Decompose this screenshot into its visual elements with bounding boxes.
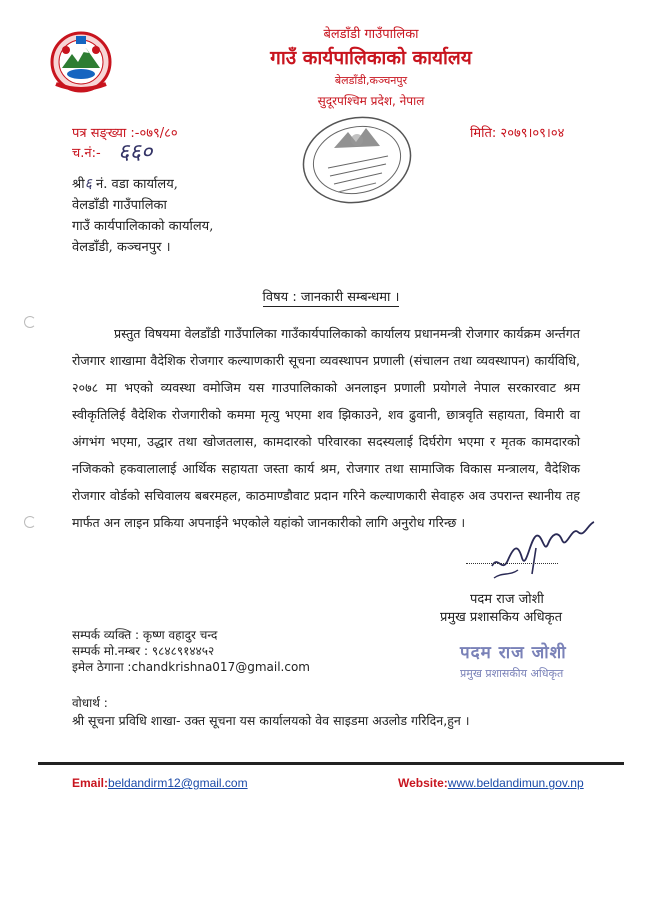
footer-email [72,776,248,790]
footer-website-label: Website: [398,776,448,790]
contact-email-value: chandkrishna017@gmail.com [131,660,310,674]
office-header-address: बेलडाँडी,कञ्चनपुर [334,74,408,87]
punch-hole-mark [24,316,36,328]
office-header-line1: बेलडाँडी गाउँपालिका [323,27,419,42]
contact-details [72,627,310,675]
seal-title: प्रमुख प्रशासकीय अधिकृत [460,667,564,680]
signer-title: प्रमुख प्रशासकिय अधिकृत [440,610,563,625]
footer-website [398,776,584,790]
recipient-line2: वेलडाँडी गाउँपालिका [72,198,167,213]
recipient-honorific: श्री [72,177,85,192]
signer-name: पदम राज जोशी [470,592,544,607]
footer-divider [38,762,624,765]
office-stamp [298,108,416,208]
signature-dotted-line [466,563,558,564]
footer-email-label: Email: [72,776,109,790]
dispatch-number-label: च.नं:- [72,146,101,161]
office-header-province: सुदूरपश्चिम प्रदेश, नेपाल [317,94,425,108]
recipient-line1 [72,174,213,195]
contact-email-label: इमेल ठेगाना : [72,660,132,674]
cc-line: श्री सूचना प्रविधि शाखा- उक्त सूचना यस कार्यालयको वेव साइडमा अउलोड गरिदिन,हुन । [72,713,470,728]
recipient-ward-office: नं. वडा कार्यालय, [91,177,178,192]
recipient-address [72,174,213,258]
contact-person: सम्पर्क व्यक्ति : कृष्ण वहादुर चन्द [72,628,218,642]
subject-text: विषय : जानकारी सम्बन्धमा । [262,290,400,305]
contact-email-row [72,659,310,675]
cc-heading: वोधार्थ : [72,696,108,710]
dispatch-number-handwritten: ६६० [118,140,153,165]
recipient-line3: गाउँ कार्यपालिकाको कार्यालय, [72,219,214,234]
name-seal-stamp [456,640,582,686]
footer-website-link[interactable]: www.beldandimun.gov.np [447,776,584,790]
punch-hole-mark [24,516,36,528]
seal-name: पदम राज जोशी [460,643,567,663]
handwritten-signature [488,514,598,584]
letter-body: प्रस्तुत विषयमा वेलडाँडी गाउँपालिका गाउँकार्यपालिकाको कार्यालय प्रधानमन्त्री रोजगार कार्यक्रम अर्न्तगत रोजगार शाखामा वैदेशिक रोजगार कल्याणकारी सूचना व्यवस्थापन प्रणाली (संचालन तथा व्यवस्थापन) कार्यविधि, २०७८ मा भएको व्यवस्था वमोजिम यस गाउपालिकाको अनलाइन प्रणाली प्रयोगले नेपाल सरकारवाट श्रम स्वीकृतिलिई वैदेशिक रोजगारीको कममा मृत्यु भएमा शव झिकाउने, शव ढुवानी, छात्रवृति सहायता, विमारी वा अंगभंग भएमा, उद्धार तथा खोजतलास, कामदारको परिवारका सदस्यलाई दिर्घरोग भएमा र मृतक कामदारको नजिकको हकवालालाई आर्थिक सहायता जस्ता कार्य श्रम, रोजगार तथा सामाजिक विकास मन्त्रालय, वैदेशिक रोजगार वोर्डको सचिवालय बबरमहल, काठमाण्डौवाट प्रदान गरिने कल्याणकारी सेवाहरु अव उपरान्त स्थानीय तह मार्फत अन लाइन प्रकिया अपनाईने भएकोले यहांको जानकारीको लागि अनुरोध गरिन्छ । [72,326,580,530]
recipient-line4: वेलडाँडी, कञ्चनपुर । [72,240,171,255]
footer-email-link[interactable]: beldandirm12@gmail.com [108,776,248,790]
reference-number: पत्र सङ्ख्या :-०७९/८० [72,126,178,141]
letter-date: मिति: २०७९।०९।०४ [470,126,565,141]
contact-phone: सम्पर्क मो.नम्बर : ९८४८९१४४५२ [72,644,215,658]
office-header-title: गाउँ कार्यपालिकाको कार्यालय [270,47,472,69]
ward-number-handwritten: ६ [84,176,92,192]
letter-subject [0,287,662,305]
